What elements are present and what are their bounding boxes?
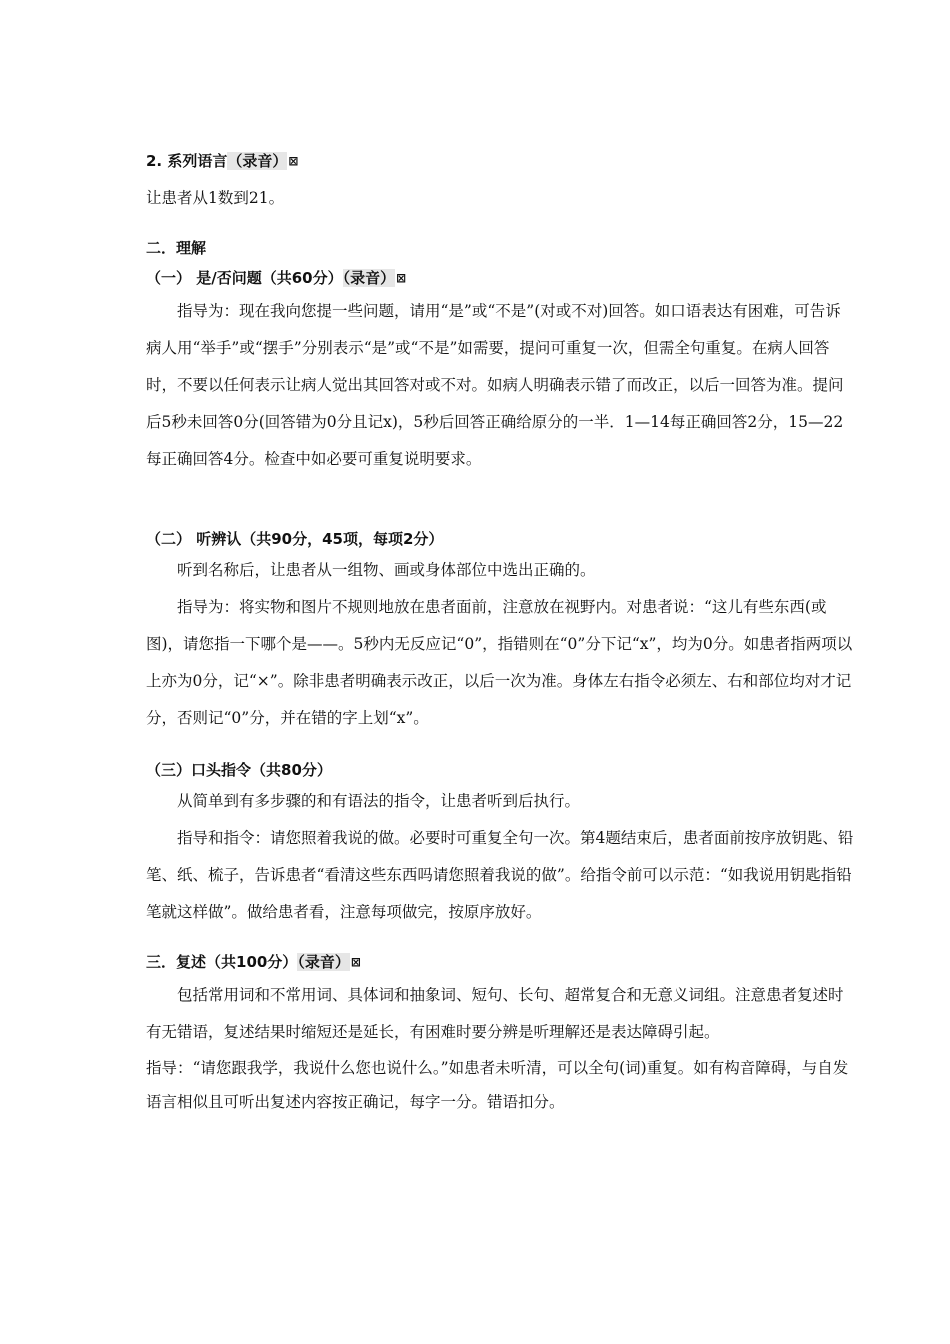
paragraph: 指导和指令：请您照着我说的做。必要时可重复全句一次。第4题结束后，患者面前按序放钥匙、铅笔、纸、梳子，告诉患者“看清这些东西吗请您照着我说的做”。给指令前可以示范：“如我说用钥匙指铅笔就这样做”。做给患者看，注意每项做完，按原序放好。 [146, 829, 854, 921]
section-heading [146, 951, 856, 973]
paragraph: 包括常用词和不常用词、具体词和抽象词、短句、长句、超常复合和无意义词组。注意患者复述时有无错语，复述结果时缩短还是延长，有困难时要分辨是听理解还是表达障碍引起。 [146, 986, 844, 1041]
recording-icon: ⊠ [396, 271, 407, 285]
subsection-heading [146, 267, 856, 289]
recording-tag: （录音） [342, 269, 396, 287]
paragraph: 指导为：现在我向您提一些问题，请用“是”或“不是”(对或不对)回答。如口语表达有困难，可告诉病人用“举手”或“摆手”分别表示“是”或“不是”如需要，提问可重复一次，但需全句重复。在病人回答时，不要以任何表示让病人觉出其回答对或不对。如病人明确表示错了而改正，以后一回答为准。提问后5秒未回答0分(回答错为0分且记x)，5秒后回答正确给原分的一半．1—14每正确回答2分，15—22每正确回答4分。检查中如必要可重复说明要求。 [146, 302, 844, 468]
document-content [146, 150, 856, 1119]
recording-icon: ⊠ [350, 955, 361, 969]
paragraph: 从简单到有多步骤的和有语法的指令，让患者听到后执行。 [177, 792, 581, 810]
subsection-heading: （三）口头指令（共80分） [146, 761, 332, 779]
recording-tag: （录音） [227, 152, 288, 170]
section-heading: 二．理解 [146, 239, 207, 257]
recording-icon: ⊠ [288, 154, 299, 168]
paragraph: 指导为：将实物和图片不规则地放在患者面前，注意放在视野内。对患者说：“这儿有些东西(或图)，请您指一下哪个是——。5秒内无反应记“0”，指错则在“0”分下记“x”，均为0分。如患者指两项以上亦为0分，记“×”。除非患者明确表示改正，以后一次为准。身体左右指令必须左、右和部位均对才记分，否则记“0”分，并在错的字上划“x”。 [146, 598, 853, 727]
section-heading [146, 150, 856, 172]
heading-text: （一） 是/否问题（共60分） [146, 269, 343, 287]
heading-text: 三．复述（共100分） [146, 953, 298, 971]
subsection-heading: （二） 听辨认（共90分，45项，每项2分） [146, 530, 444, 548]
paragraph: 听到名称后，让患者从一组物、画或身体部位中选出正确的。 [177, 561, 596, 579]
paragraph: 让患者从1数到21。 [146, 189, 285, 207]
heading-text: 2. 系列语言 [146, 152, 228, 170]
paragraph: 指导：“请您跟我学，我说什么您也说什么。”如患者未听清，可以全句(词)重复。如有构音障碍，与自发语言相似且可听出复述内容按正确记，每字一分。错语扣分。 [146, 1059, 849, 1111]
recording-tag: （录音） [297, 953, 350, 971]
